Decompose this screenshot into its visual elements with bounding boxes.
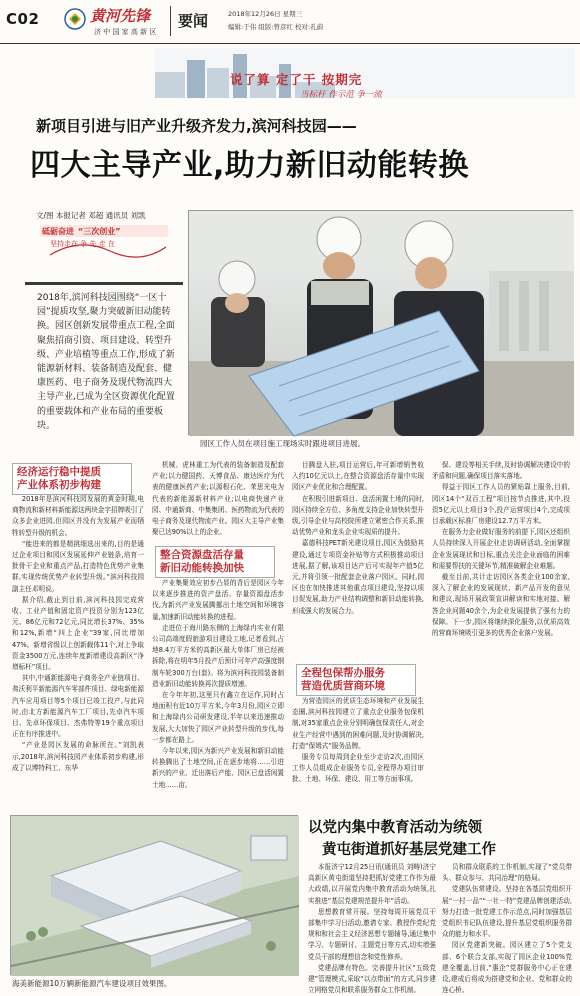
paragraph: 目腾盘入驻,项目运营后,年可新增销售收入约10亿元以上,在整合资源盘活存量中实现园区产业优化和合理配置。 <box>292 461 424 492</box>
article-lede <box>25 282 183 431</box>
paragraph: 2018年是滨河科技园发展的黄金时期,电商物流和新材料新能源这两块金字招牌吸引了众多企业进园,但园区并没有为发展产业而牺牲转型升级的机会。 <box>12 495 144 537</box>
subhead-resources <box>155 546 275 578</box>
paragraph: 走进位于海川路东侧的上海绿冉实业有限公司高端度假旅游项目建设工地,记者看到,占地8.4万平方米的高新区最大单体厂房已经被拆除,将在明年5月投产后预计可年产高强度钢制车轮300万台(套)。将为滨河科技园装备制造业新旧动能转换再次提质增速。 <box>152 623 284 688</box>
paragraph: “产业是园区发展的命脉所在。”刘凯表示,2018年,滨河科技园产业体系初步构建,形成了以博特科工、东华 <box>12 741 144 772</box>
section-name: 要闻 <box>178 12 209 30</box>
paper-subtitle: 济 中 国 家 高 新 区 <box>94 28 157 36</box>
subhead-economy <box>12 463 132 495</box>
factory-rendering-image <box>11 816 299 976</box>
subhead-service-line1: 全程包保帮办服务 <box>301 667 385 679</box>
page-number: C02 <box>6 10 40 28</box>
paragraph: 在积极引进新项目、盘活闲置土地的同时,园区持续全方位、多角度支持企业加快转型升级,引导企业与高校院所建立紧密合作关系,推动优势产业和龙头企业实现质的提升。 <box>292 494 424 537</box>
paragraph: 据介绍,截止到目前,滨河科技园完成营收、工业产值和固定资产投资分别为123亿元、86亿元和72亿元,同比增长37%、35%和12%,新增“四上企业”39家,同比增加47%。新增省级以上创新载体11个,对上争取资金3500万元,连续年度新增建设高新区“净增标杆”项目。 <box>12 595 144 672</box>
paragraph: 在今年年初,这里只有鑫立在运作,同时占地面积有近10万平方米,今年3月份,园区立即和上海绿冉公司研发建设,半年以来迅速推动发展,大大加快了园区产业转型升级的步伐,每一步都在路上。 <box>152 691 284 744</box>
paragraph: 保、建设等相关手续,及时协调解决建设中的矛盾和问题,确保项目落实落地。 <box>432 461 570 481</box>
lede-text: 2018年,滨河科技园围绕“一区十园”提质攻坚,聚力突破新旧动能转换。园区创新发展带重点工程,全面聚焦招商引资、项目建设、转型升级、产业培植等重点工作,形成了新能源新材料、装备制造及配套、健康医药、电子商务及现代物流四大主导产业,已成为全区资源优化配置的重要载体和产业布局的重要板块。 <box>37 293 175 431</box>
paragraph: 服务专员每周到企业至少走访2次,由园区工作人员组成企业服务专员,全程帮办项目审批、土地、环保、建设、用工等方面事项。 <box>292 753 424 784</box>
paragraph: 本报济宁12月25日讯(通讯员 刘畴)济宁高新区黄屯街道坚持把抓好党建工作作为最大政绩,以开展党内集中教育活动为统领,扎实推进“基层党建规范提升年”活动。 <box>308 863 436 905</box>
masthead-divider <box>170 6 171 36</box>
banner-sub-slogan: 当标杆 作示范 争一流 <box>300 90 382 100</box>
article-column-1 <box>12 494 144 809</box>
paragraph: “能进来的都是精挑细选出来的,目的是通过企业项目和园区发展延伸产业链条,培育一批骨干企业和重点产品,打造特色优势产业集群,实现传统优势产业转型升级。”滨河科技园副主任邓明说。 <box>12 539 144 593</box>
paragraph: 机械、虎林重工为代表的装备制造及配套产业;以力健国药、天博食品、康达医疗为代表的健康医药产业;以源根石化、茉思光电为代表的新能源新材料产业;以电商快递产业园、中通新商、中集集团、医药物流为代表的电子商务及现代物流产业。园区大主导产业集聚已达90%以上的企业。 <box>152 461 284 537</box>
subhead-service <box>296 664 416 696</box>
main-photo-caption: 园区工作人员在项目施工现场实时跟进项目进展。 <box>200 439 365 448</box>
paragraph: 得益于园区工作人员的紧贴靠上服务,目前,园区14个“双百工程”项目按节点推进,其中,投资5亿元以上项目3个,投产运营项目4个,完成项目承载区标准厂房建设12.7万平方米。 <box>432 483 570 526</box>
paragraph: 今年以来,园区为新兴产业发展和新旧动能转换腾出了土地空间,正在逐步地将……引进新兴的产业、迁出落后产能、园区已盘活闲置土地……亩。 <box>152 747 284 789</box>
paragraph: 员和群众联系的工作机制,实现了“党员带头、群众参与、共同治理”的格局。 <box>442 863 572 883</box>
banner-slogan: 说了算 定了干 按期完 <box>230 72 363 87</box>
aerial-render-photo <box>10 815 298 975</box>
paper-name: 黄河先锋 <box>90 7 151 25</box>
campaign-tagline: 坚持走在 争 先 走 在 <box>50 240 115 248</box>
article-column-4 <box>432 460 570 806</box>
paragraph: 思想教育常开展。坚持每周开展党员干部集中学习日活动,邀请专家、教授作党纪党规和和社会主义经济思想专题辅导,通过集中学习、专题研讨、主题党日等方式,切实增强党员干部的理想信念和党性修养。 <box>308 907 436 961</box>
site-visit-photo <box>189 211 574 436</box>
paragraph: 党建品牌有特色。完善提升社区“五级党建”管理模式,采取“以点带面”的方式,同步建立网格党员和联系服务群众工作机制。 <box>308 963 436 995</box>
subhead-service-line2: 营造优质营商环境 <box>301 680 385 692</box>
paragraph: 截至目前,共计走访园区各类企业100余家,深入了解企业的发展现状、新产品开发的意见和建议,现场开展政策宣讲解读和实地对接。解答企业问题40余个,为企业发展提供了强有力的保障。下一步,园区将继续深化服务,以优质高效的营商环境吸引更多的优秀企业落户发展。 <box>432 573 570 638</box>
paper-logo-icon <box>64 8 86 30</box>
article-column-3 <box>292 696 424 806</box>
paragraph: 党建队伍常建设。坚持在各基层党组织开展“一村一品”“一社一特”党建品牌创建活动,努力打造一批党建工作示范点,同时加强基层党组织书记队伍建设,提升基层党组织服务群众的能力和水平。 <box>442 885 572 939</box>
subhead-resources-line2: 新旧动能转换加快 <box>160 562 244 574</box>
paragraph: 其中,中通新能源电子商务全产业链项目、弗沃利平新能源汽车零部件项目、绿电新能源汽车应用项目等5个项目已竣工投产,与此同时,由北方新能源汽车工厂项目,先卓汽车项目、先卓环保项目、杰弗特等19个重点项目正在有序推进中。 <box>12 674 144 739</box>
issue-date: 2018年12月26日 星期三 <box>228 10 303 18</box>
story2-headline-line2: 黄屯街道抓好基层党建工作 <box>322 842 496 858</box>
paragraph: 园区党建新突破。园区建立了5个党支部、6个联合支部,实现了园区企业100%党建全覆盖,目前,“惠企”党群服务中心正在建设,建成后将成为搭建党和企业、党和群众的连心桥。 <box>442 941 572 995</box>
paragraph: 为营造园区的优质生态环境和产业发展生态圈,滨河科技园建立了重点企业服务包保机制,对35家重点企业分别明确包保责任人,对企业生产经营中遇到的困难问题,及时协调解决,打造“保姆式”服务品牌。 <box>292 697 424 750</box>
subhead-resources-line1: 整合资源盘活存量 <box>160 549 244 561</box>
article-byline: 文/图 本报记者 邓超 通讯员 刘凯 <box>36 211 146 220</box>
article-headline: 四大主导产业,助力新旧动能转换 <box>30 148 469 183</box>
article-column-2-top <box>152 460 284 540</box>
article-column-3-top <box>292 460 424 655</box>
paragraph: 嘉德科技PET新光建设项目,园区为鼓励其建设,通过专项资金补贴等方式积极推动项目进展,据了解,该项目达产后可实现年产值5亿元,并将引领一批配套企业落户园区。同时,园区也在加快推进其他重点项目建设,坚持以项目促发展,助力产业结构调整和新旧动能转换,形成强大的发展合力。 <box>292 539 424 615</box>
paragraph: 产业集聚效应初步凸显的背后是园区今年以来逐步推进的资产盘活、存量资源盘活步伐,为新兴产业发展腾挪出土地空间和环境容量,加速新旧动能转换的进程。 <box>152 579 284 621</box>
paragraph: 在服务力企业做好服务的前提下,园区还组织人员持续深入开展企业走访调研活动,全面掌握企业发展现状和目标,重点关注企业面临的困难和需要帮扶的关键环节,精准破解企业难题。 <box>432 528 570 570</box>
story2-headline-line1: 以党内集中教育活动为统领 <box>308 820 482 836</box>
aerial-photo-caption: 海美新能源10万辆新能源汽车建设项目效果图。 <box>12 979 172 988</box>
subhead-economy-line2: 产业体系初步构建 <box>17 479 101 491</box>
article-column-2 <box>152 578 284 808</box>
masthead <box>0 0 580 44</box>
story2-column-2 <box>442 862 572 995</box>
editor-credits: 编辑:于伟 组版:曾彦红 校对:孔蔚 <box>228 23 324 31</box>
campaign-logo <box>40 225 168 259</box>
story2-column-1 <box>308 862 436 995</box>
article-kicker: 新项目引进与旧产业升级齐发力,滨河科技园—— <box>36 117 357 135</box>
main-photo <box>188 210 573 435</box>
campaign-title-1: 砥砺奋进 <box>42 227 74 236</box>
subhead-economy-line1: 经济运行稳中提质 <box>17 466 101 478</box>
campaign-title-2: “三次创业” <box>78 227 121 236</box>
